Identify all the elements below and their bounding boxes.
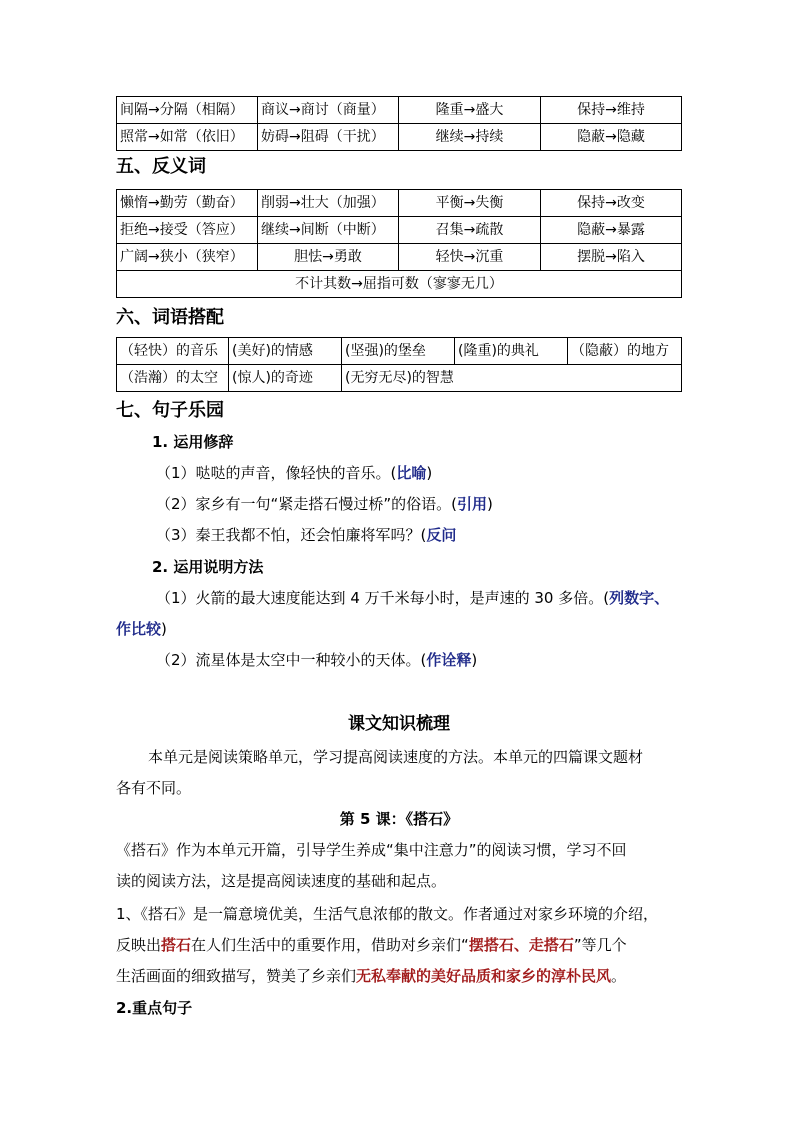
paragraph-line: 1、《搭石》是一篇意境优美，生活气息浓郁的散文。作者通过对家乡环境的介绍， — [116, 905, 659, 923]
table-cell: 广阔→狭小（狭窄） — [117, 244, 258, 271]
table-cell: 商议→商讨（商量） — [258, 97, 399, 124]
table-cell: 隐蔽→暴露 — [541, 217, 682, 244]
table-row — [117, 271, 682, 298]
antonym-table — [116, 189, 682, 298]
answer: 作诠释 — [426, 651, 472, 669]
table-row — [117, 338, 682, 365]
answer: 作比较 — [116, 620, 162, 638]
section-heading-collocations: 六、词语搭配 — [116, 307, 224, 328]
section-heading-sentences: 七、句子乐园 — [116, 400, 224, 421]
table-cell: （隐蔽）的地方 — [568, 338, 682, 365]
table-cell: (隆重)的典礼 — [455, 338, 568, 365]
sentence-2: （2）家乡有一句“紧走搭石慢过桥”的俗语。(引用) — [156, 495, 493, 513]
highlight: 搭石 — [161, 936, 192, 954]
subheading-explanation-methods: 2. 运用说明方法 — [152, 558, 264, 576]
table-cell: 妨碍→阻碍（干扰） — [258, 124, 399, 151]
table-cell: (无穷无尽)的智慧 — [342, 365, 682, 392]
table-cell: （浩瀚）的太空 — [117, 365, 229, 392]
table-cell: 不计其数→屈指可数（寥寥无几） — [117, 271, 682, 298]
table-row — [117, 190, 682, 217]
table-cell: 保持→维持 — [541, 97, 682, 124]
table-cell: 继续→间断（中断） — [258, 217, 399, 244]
sentence-3: （3）秦王我都不怕，还会怕廉将军吗？(反问 — [156, 526, 457, 544]
sentence-5: （2）流星体是太空中一种较小的天体。(作诠释) — [156, 651, 478, 669]
table-cell: （轻快）的音乐 — [117, 338, 229, 365]
table-row — [117, 124, 682, 151]
table-cell: 削弱→壮大（加强） — [258, 190, 399, 217]
table-cell: 间隔→分隔（相隔） — [117, 97, 258, 124]
subheading-key-sentences: 2.重点句子 — [116, 999, 193, 1017]
table-cell: 胆怯→勇敢 — [258, 244, 399, 271]
table-cell: 保持→改变 — [541, 190, 682, 217]
table-row — [117, 244, 682, 271]
subheading-rhetoric: 1. 运用修辞 — [152, 433, 234, 451]
table-cell: 隆重→盛大 — [399, 97, 541, 124]
table-cell: 召集→疏散 — [399, 217, 541, 244]
paragraph-line: 本单元是阅读策略单元，学习提高阅读速度的方法。本单元的四篇课文题材 — [148, 748, 644, 766]
table-cell: 轻快→沉重 — [399, 244, 541, 271]
answer: 列数字、 — [609, 589, 670, 607]
page-title: 课文知识梳理 — [348, 714, 450, 734]
table-cell: 继续→持续 — [399, 124, 541, 151]
table-row — [117, 97, 682, 124]
table-cell: 隐蔽→隐藏 — [541, 124, 682, 151]
paragraph-line: 《搭石》作为本单元开篇，引导学生养成“集中注意力”的阅读习惯，学习不回 — [116, 841, 627, 859]
sentence-4-continued: 作比较) — [116, 620, 167, 638]
section-heading-antonyms: 五、反义词 — [116, 156, 206, 177]
highlight: 无私奉献的美好品质和家乡的淳朴民风 — [356, 967, 612, 985]
answer: 比喻 — [396, 464, 427, 482]
sentence-1: （1）哒哒的声音，像轻快的音乐。(比喻) — [156, 464, 433, 482]
highlight: 摆搭石、走搭石 — [468, 936, 574, 954]
table-row — [117, 365, 682, 392]
lesson-heading: 第 5 课：《搭石》 — [339, 810, 459, 828]
paragraph-line: 反映出搭石在人们生活中的重要作用，借助对乡亲们“摆搭石、走搭石”等几个 — [116, 936, 627, 954]
answer: 反问 — [426, 526, 457, 544]
table-cell: 摆脱→陷入 — [541, 244, 682, 271]
table-row — [117, 217, 682, 244]
table-cell: (惊人)的奇迹 — [229, 365, 342, 392]
paragraph-line: 读的阅读方法，这是提高阅读速度的基础和起点。 — [116, 872, 447, 890]
table-cell: 照常→如常（依旧） — [117, 124, 258, 151]
table-cell: (美好)的情感 — [229, 338, 342, 365]
collocation-table — [116, 337, 682, 392]
paragraph-line: 各有不同。 — [116, 779, 192, 797]
table-cell: 拒绝→接受（答应） — [117, 217, 258, 244]
table-cell: (坚强)的堡垒 — [342, 338, 455, 365]
sentence-4: （1）火箭的最大速度能达到 4 万千米每小时，是声速的 30 多倍。(列数字、 — [156, 589, 670, 607]
paragraph-line: 生活画面的细致描写，赞美了乡亲们无私奉献的美好品质和家乡的淳朴民风。 — [116, 967, 627, 985]
table-cell: 懒惰→勤劳（勤奋） — [117, 190, 258, 217]
table-cell: 平衡→失衡 — [399, 190, 541, 217]
answer: 引用 — [456, 495, 487, 513]
synonym-table — [116, 96, 682, 151]
